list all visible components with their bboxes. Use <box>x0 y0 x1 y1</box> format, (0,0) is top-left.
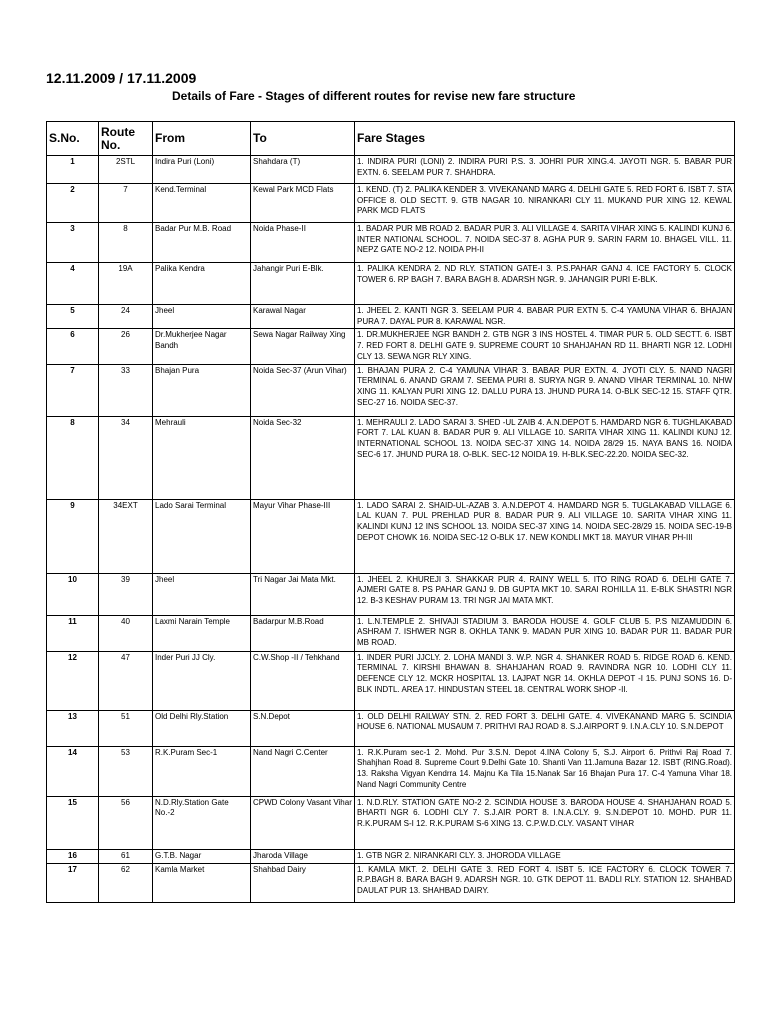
row-route-no: 24 <box>99 305 153 329</box>
row-from: Kamla Market <box>153 863 251 902</box>
row-sno: 1 <box>47 156 99 184</box>
row-to: Shahdara (T) <box>251 156 355 184</box>
row-fare-stages: 1. INDER PURI JJCLY. 2. LOHA MANDI 3. W.P. NGR 4. SHANKER ROAD 5. RIDGE ROAD 6. KEND. TERMINAL 7. KIRSHI BHAWAN 8. SHAHJAHAN ROAD 9. RAVINDRA NGR 10. LODHI CLY 11. DEFENCE CLY 12. MCKR HOSPITAL 13. LAJPAT NGR 14. OKHLA DEPOT -I 15. PUNJ SONS 16. D-BLK INDTL. AREA 17. HINDUSTAN STEEL 18. CENTRAL WORK SHOP -II. <box>355 651 735 710</box>
row-route-no: 47 <box>99 651 153 710</box>
table-row <box>47 184 735 223</box>
row-from: R.K.Puram Sec-1 <box>153 746 251 796</box>
row-fare-stages: 1. OLD DELHI RAILWAY STN. 2. RED FORT 3. DELHI GATE. 4. VIVEKANAND MARG 5. SCINDIA HOUSE 6. NATIONAL MUSAUM 7. PRITHVI RAJ ROAD 8. S.J.AIRPORT 9. I.N.A.CLY 10. S.N.DEPOT <box>355 710 735 746</box>
table-body <box>47 156 735 903</box>
row-route-no: 39 <box>99 573 153 615</box>
column-header-from: From <box>153 122 251 156</box>
row-fare-stages: 1. JHEEL 2. KHUREJI 3. SHAKKAR PUR 4. RAINY WELL 5. ITO RING ROAD 6. DELHI GATE 7. AJMERI GATE 8. PS PAHAR GANJ 9. DB GUPTA MKT 10. SARAI ROHILLA 11. E-BLK SHASTRI NGR 12. B-3 KESHAV PURAM 13. TRI NGR JAI MATA MKT. <box>355 573 735 615</box>
row-to: CPWD Colony Vasant Vihar <box>251 796 355 849</box>
row-route-no: 56 <box>99 796 153 849</box>
row-from: Badar Pur M.B. Road <box>153 223 251 263</box>
table-row <box>47 223 735 263</box>
column-header-route: Route No. <box>99 122 153 156</box>
row-fare-stages: 1. GTB NGR 2. NIRANKARI CLY. 3. JHORODA VILLAGE <box>355 849 735 863</box>
row-to: Nand Nagri C.Center <box>251 746 355 796</box>
row-to: Noida Sec-32 <box>251 416 355 499</box>
row-to: Jharoda Village <box>251 849 355 863</box>
row-route-no: 53 <box>99 746 153 796</box>
row-from: Jheel <box>153 305 251 329</box>
row-fare-stages: 1. JHEEL 2. KANTI NGR 3. SEELAM PUR 4. BABAR PUR EXTN 5. C-4 YAMUNA VIHAR 6. BHAJAN PURA 7. DAYAL PUR 8. KARAWAL NGR. <box>355 305 735 329</box>
row-route-no: 61 <box>99 849 153 863</box>
row-sno: 12 <box>47 651 99 710</box>
table-row <box>47 499 735 573</box>
table-row <box>47 615 735 651</box>
row-to: C.W.Shop -II / Tehkhand <box>251 651 355 710</box>
row-to: Karawal Nagar <box>251 305 355 329</box>
row-sno: 8 <box>47 416 99 499</box>
table-row <box>47 710 735 746</box>
document-title: Details of Fare - Stages of different routes for revise new fare structure <box>172 89 576 103</box>
table-row <box>47 416 735 499</box>
row-from: Dr.Mukherjee Nagar Bandh <box>153 329 251 364</box>
row-from: Jheel <box>153 573 251 615</box>
row-fare-stages: 1. LADO SARAI 2. SHAID-UL-AZAB 3. A.N.DEPOT 4. HAMDARD NGR 5. TUGLAKABAD VILLAGE 6. LAL KUAN 7. PUL PREHLAD PUR 8. BADAR PUR 9. ALI VILLAGE 10. SARITA VIHAR XING 11. KALINDI KUNJ 12 INS SCHOOL 13. NOIDA SEC-37 XING 14. NOIDA SEC-28/29 15. NOIDA SEC-19-B DEPOT CHOWK 16. NOIDA SEC-12 O-BLK 17. NEW KONDLI MKT 18. MAYUR VIHAR PH-III <box>355 499 735 573</box>
table-row <box>47 305 735 329</box>
row-route-no: 34EXT <box>99 499 153 573</box>
row-sno: 4 <box>47 263 99 305</box>
row-fare-stages: 1. KAMLA MKT. 2. DELHI GATE 3. RED FORT 4. ISBT 5. ICE FACTORY 6. CLOCK TOWER 7. R.P.BAGH 8. BARA BAGH 9. ADARSH NGR. 10. GTK DEPOT 11. BADLI RLY. STATION 12. SHAHBAD DAULAT PUR 13. SHAHBAD DAIRY. <box>355 863 735 902</box>
row-to: Shahbad Dairy <box>251 863 355 902</box>
row-to: Tri Nagar Jai Mata Mkt. <box>251 573 355 615</box>
table-header-row <box>47 122 735 156</box>
row-sno: 13 <box>47 710 99 746</box>
table-row <box>47 796 735 849</box>
row-sno: 11 <box>47 615 99 651</box>
table-row <box>47 651 735 710</box>
column-header-to: To <box>251 122 355 156</box>
table-row <box>47 263 735 305</box>
row-from: Bhajan Pura <box>153 364 251 416</box>
row-sno: 2 <box>47 184 99 223</box>
row-from: Indira Puri (Loni) <box>153 156 251 184</box>
row-to: Kewal Park MCD Flats <box>251 184 355 223</box>
row-route-no: 19A <box>99 263 153 305</box>
table-row <box>47 156 735 184</box>
row-route-no: 2STL <box>99 156 153 184</box>
column-header-fare-stages: Fare Stages <box>355 122 735 156</box>
row-route-no: 34 <box>99 416 153 499</box>
row-from: N.D.Rly.Station Gate No.-2 <box>153 796 251 849</box>
table-row <box>47 746 735 796</box>
row-sno: 6 <box>47 329 99 364</box>
row-sno: 3 <box>47 223 99 263</box>
row-from: Mehrauli <box>153 416 251 499</box>
row-sno: 17 <box>47 863 99 902</box>
row-from: Kend.Terminal <box>153 184 251 223</box>
table-row <box>47 364 735 416</box>
row-route-no: 26 <box>99 329 153 364</box>
document-date: 12.11.2009 / 17.11.2009 <box>46 70 197 86</box>
row-from: Old Delhi Rly.Station <box>153 710 251 746</box>
row-fare-stages: 1. BADAR PUR MB ROAD 2. BADAR PUR 3. ALI VILLAGE 4. SARITA VIHAR XING 5. KALINDI KUNJ 6. INTER NATIONAL SCHOOL. 7. NOIDA SEC-37 8. AGHA PUR 9. SARIN FARM 10. BHAGEL VILL. 11. NEPZ GATE NO-2 12. NOIDA PH-II <box>355 223 735 263</box>
row-to: Noida Phase-II <box>251 223 355 263</box>
row-from: Lado Sarai Terminal <box>153 499 251 573</box>
table-row <box>47 863 735 902</box>
row-fare-stages: 1. BHAJAN PURA 2. C-4 YAMUNA VIHAR 3. BABAR PUR EXTN. 4. JYOTI CLY. 5. NAND NAGRI TERMINAL 6. ANAND GRAM 7. SEEMA PURI 8. SURYA NGR 9. ANAND VIHAR TERMINAL 10. NHW XING 11. KALYAN PURI XING 12. DALLU PURA 13. JHUND PURA 14. O-BLK SEC-12 15. STAFF QTR. SEC-27 16. NOIDA SEC-37. <box>355 364 735 416</box>
column-header-sno: S.No. <box>47 122 99 156</box>
row-from: Inder Puri JJ Cly. <box>153 651 251 710</box>
table-row <box>47 849 735 863</box>
row-sno: 16 <box>47 849 99 863</box>
row-sno: 14 <box>47 746 99 796</box>
row-to: Badarpur M.B.Road <box>251 615 355 651</box>
row-to: Sewa Nagar Railway Xing <box>251 329 355 364</box>
row-sno: 7 <box>47 364 99 416</box>
row-fare-stages: 1. KEND. (T) 2. PALIKA KENDER 3. VIVEKANAND MARG 4. DELHI GATE 5. RED FORT 6. ISBT 7. STA OFFICE 8. OLD SECTT. 9. GTB NAGAR 10. NIRANKARI CLY 11. MUKAND PUR XING 12. KEWAL PARK MCD FLATS <box>355 184 735 223</box>
row-fare-stages: 1. N.D.RLY. STATION GATE NO-2 2. SCINDIA HOUSE 3. BARODA HOUSE 4. SHAHJAHAN ROAD 5. BHARTI NGR 6. LODHI CLY 7. S.J.AIR PORT 8. I.N.A.CLY. 9. S.N.DEPOT 10. MOHD. PUR 11. R.K.PURAM S-I 12. R.K.PURAM S-6 XING 13. C.P.W.D.CLY. VASANT VIHAR <box>355 796 735 849</box>
table-row <box>47 573 735 615</box>
row-sno: 5 <box>47 305 99 329</box>
row-route-no: 33 <box>99 364 153 416</box>
row-from: G.T.B. Nagar <box>153 849 251 863</box>
row-from: Laxmi Narain Temple <box>153 615 251 651</box>
row-route-no: 51 <box>99 710 153 746</box>
row-to: S.N.Depot <box>251 710 355 746</box>
row-sno: 15 <box>47 796 99 849</box>
row-fare-stages: 1. DR.MUKHERJEE NGR BANDH 2. GTB NGR 3 INS HOSTEL 4. TIMAR PUR 5. OLD SECTT. 6. ISBT 7. RED FORT 8. DELHI GATE 9. SUPREME COURT 10 SHAHJAHAN RD 11. BHARTI NGR 12. LODHI CLY 13. SEWA NGR RLY XING. <box>355 329 735 364</box>
row-to: Jahangir Puri E-Blk. <box>251 263 355 305</box>
row-fare-stages: 1. L.N.TEMPLE 2. SHIVAJI STADIUM 3. BARODA HOUSE 4. GOLF CLUB 5. P.S NIZAMUDDIN 6. ASHRAM 7. ISHWER NGR 8. OKHLA TANK 9. MADAN PUR XING 10. BADAR PUR 11. BADAR PUR MB ROAD. <box>355 615 735 651</box>
row-fare-stages: 1. INDIRA PURI (LONI) 2. INDIRA PURI P.S. 3. JOHRI PUR XING.4. JAYOTI NGR. 5. BABAR PUR EXTN. 6. SEELAM PUR 7. SHAHDRA. <box>355 156 735 184</box>
row-fare-stages: 1. R.K.Puram sec-1 2. Mohd. Pur 3.S.N. Depot 4.INA Colony 5, S.J. Airport 6. Prithvi Raj Road 7. Shahjhan Road 8. Supreme Court 9.Delhi Gate 10. Shanti Van 11.Jamuna Bazar 12. ISBT (RING.Road). 13. Raksha Vigyan Kendrra 14. Majnu Ka Tila 15.Nanak Sar 16 Bhajan Pura 17. C-4 Yamuna Vihar 18. Nand Nagri Community Centre <box>355 746 735 796</box>
row-fare-stages: 1. MEHRAULI 2. LADO SARAI 3. SHED -UL ZAIB 4. A.N.DEPOT 5. HAMDARD NGR 6. TUGHLAKABAD FORT 7. LAL KUAN 8. BADAR PUR 9. ALI VILLAGE 10. SARITA VIHAR XING 11. KALINDI KUNJ 12. INTERNATIONAL SCHOOL 13. NOIDA SEC-37 XING 14. NOIDA 28/29 15. NAYA BANS 16. NOIDA SEC-6 17. JHUND PURA 18. O-BLK. SEC-12 NOIDA 19. H-BLK.SEC-22.20. NOIDA SEC-32. <box>355 416 735 499</box>
row-route-no: 8 <box>99 223 153 263</box>
row-route-no: 62 <box>99 863 153 902</box>
row-to: Noida Sec-37 (Arun Vihar) <box>251 364 355 416</box>
row-fare-stages: 1. PALIKA KENDRA 2. ND RLY. STATION GATE-I 3. P.S.PAHAR GANJ 4. ICE FACTORY 5. CLOCK TOWER 6. RP BAGH 7. BARA BAGH 8. ADARSH NGR. 9. JAHANGIR PURI E-BLK. <box>355 263 735 305</box>
row-sno: 10 <box>47 573 99 615</box>
fare-stages-table <box>46 121 735 903</box>
row-to: Mayur Vihar Phase-III <box>251 499 355 573</box>
table-row <box>47 329 735 364</box>
row-route-no: 40 <box>99 615 153 651</box>
row-from: Palika Kendra <box>153 263 251 305</box>
row-sno: 9 <box>47 499 99 573</box>
row-route-no: 7 <box>99 184 153 223</box>
